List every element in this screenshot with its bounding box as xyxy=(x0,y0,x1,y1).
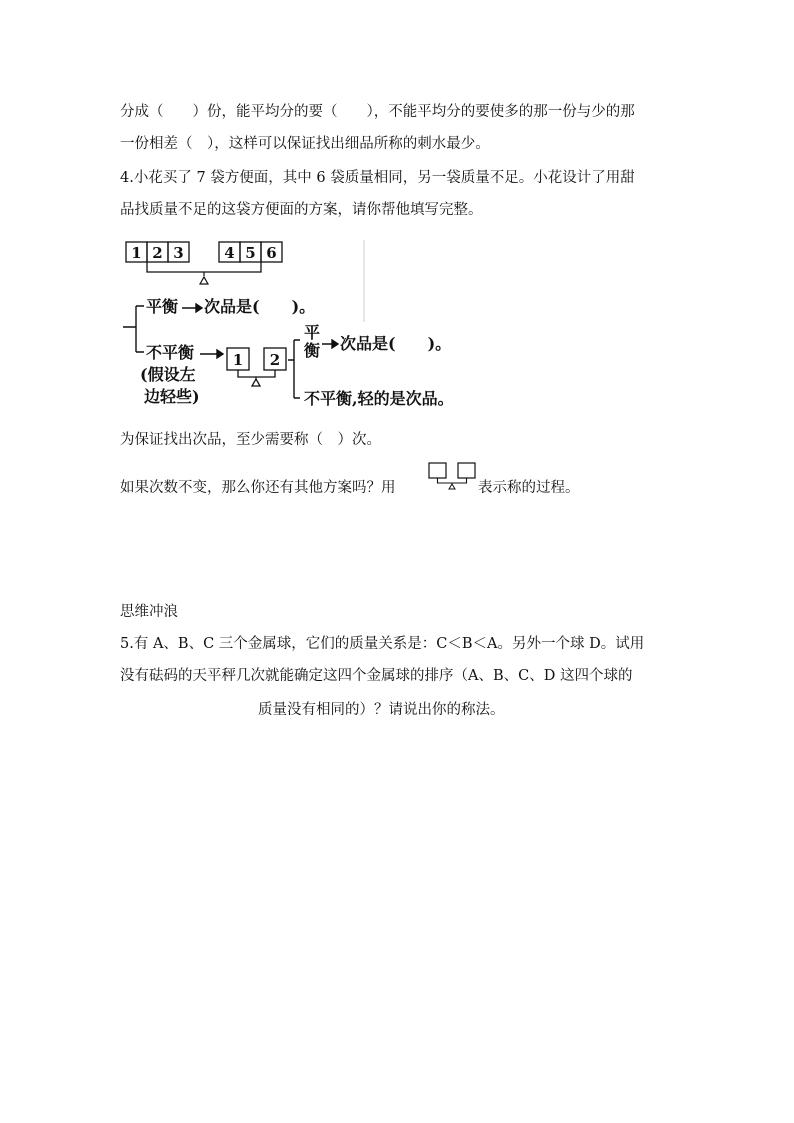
q5-line3: 质量没有相同的）？请说出你的称法。 xyxy=(258,702,505,718)
mini-balance-icon xyxy=(428,462,478,490)
sub-bracket xyxy=(288,340,300,398)
q4-line2: 品找质量不足的这袋方便面的方案，请你帮他填写完整。 xyxy=(120,202,483,218)
other-plan-before: 如果次数不变，那么你还有其他方案吗？用 xyxy=(120,480,396,496)
arrow-balance xyxy=(182,304,202,312)
main-bracket xyxy=(123,306,144,352)
sub-result-defective: 次品是( )。 xyxy=(340,334,452,353)
arrow-unbalance xyxy=(200,350,223,358)
left-pan-item-3: 3 xyxy=(173,244,184,262)
branch-balance-label: 平衡 xyxy=(146,297,179,316)
q3-line2: 一份相差（ ），这样可以保证找出细品所称的刺水最少。 xyxy=(120,136,490,152)
branch-unbalance-label: 不平衡 xyxy=(146,343,195,362)
small-balance-left: 1 xyxy=(232,351,244,369)
q4-line1: 4.小花买了 7 袋方便面，其中 6 袋质量相同，另一袋质量不足。小花设计了用甜 xyxy=(120,170,635,186)
sub-unbalance-result: 不平衡,轻的是次品。 xyxy=(304,389,454,408)
assumption-line2: 边轻些) xyxy=(144,387,200,406)
min-weigh-question: 为保证找出次品，至少需要称（ ）次。 xyxy=(120,432,381,448)
other-plan-after: 表示称的过程。 xyxy=(478,480,580,496)
weighing-flow-diagram xyxy=(120,232,490,412)
sub-balance-bottom: 衡 xyxy=(304,341,321,360)
right-pan-item-2: 5 xyxy=(245,244,256,262)
section-title: 思维冲浪 xyxy=(120,604,178,620)
q5-line1: 5.有 A、B、C 三个金属球，它们的质量关系是：C＜B＜A。另外一个球 D。试用 xyxy=(120,636,645,652)
small-balance-right: 2 xyxy=(269,351,281,369)
balance-beam xyxy=(147,262,261,272)
left-pan-item-1: 1 xyxy=(131,244,142,262)
right-pan-item-1: 4 xyxy=(224,244,235,262)
balance-fulcrum xyxy=(200,272,208,284)
q3-line1: 分成（ ）份，能平均分的要（ ），不能平均分的要使多的那一份与少的那 xyxy=(120,104,635,120)
right-pan-item-3: 6 xyxy=(266,244,277,262)
left-pan-item-2: 2 xyxy=(152,244,163,262)
assumption-line1: (假设左 xyxy=(140,365,196,384)
sub-balance-top: 平 xyxy=(304,323,321,342)
q5-line2: 没有砝码的天平秤几次就能确定这四个金属球的排序（A、B、C、D 这四个球的 xyxy=(120,668,633,684)
result-defective: 次品是( )。 xyxy=(204,297,316,316)
arrow-sub-balance xyxy=(322,340,338,348)
